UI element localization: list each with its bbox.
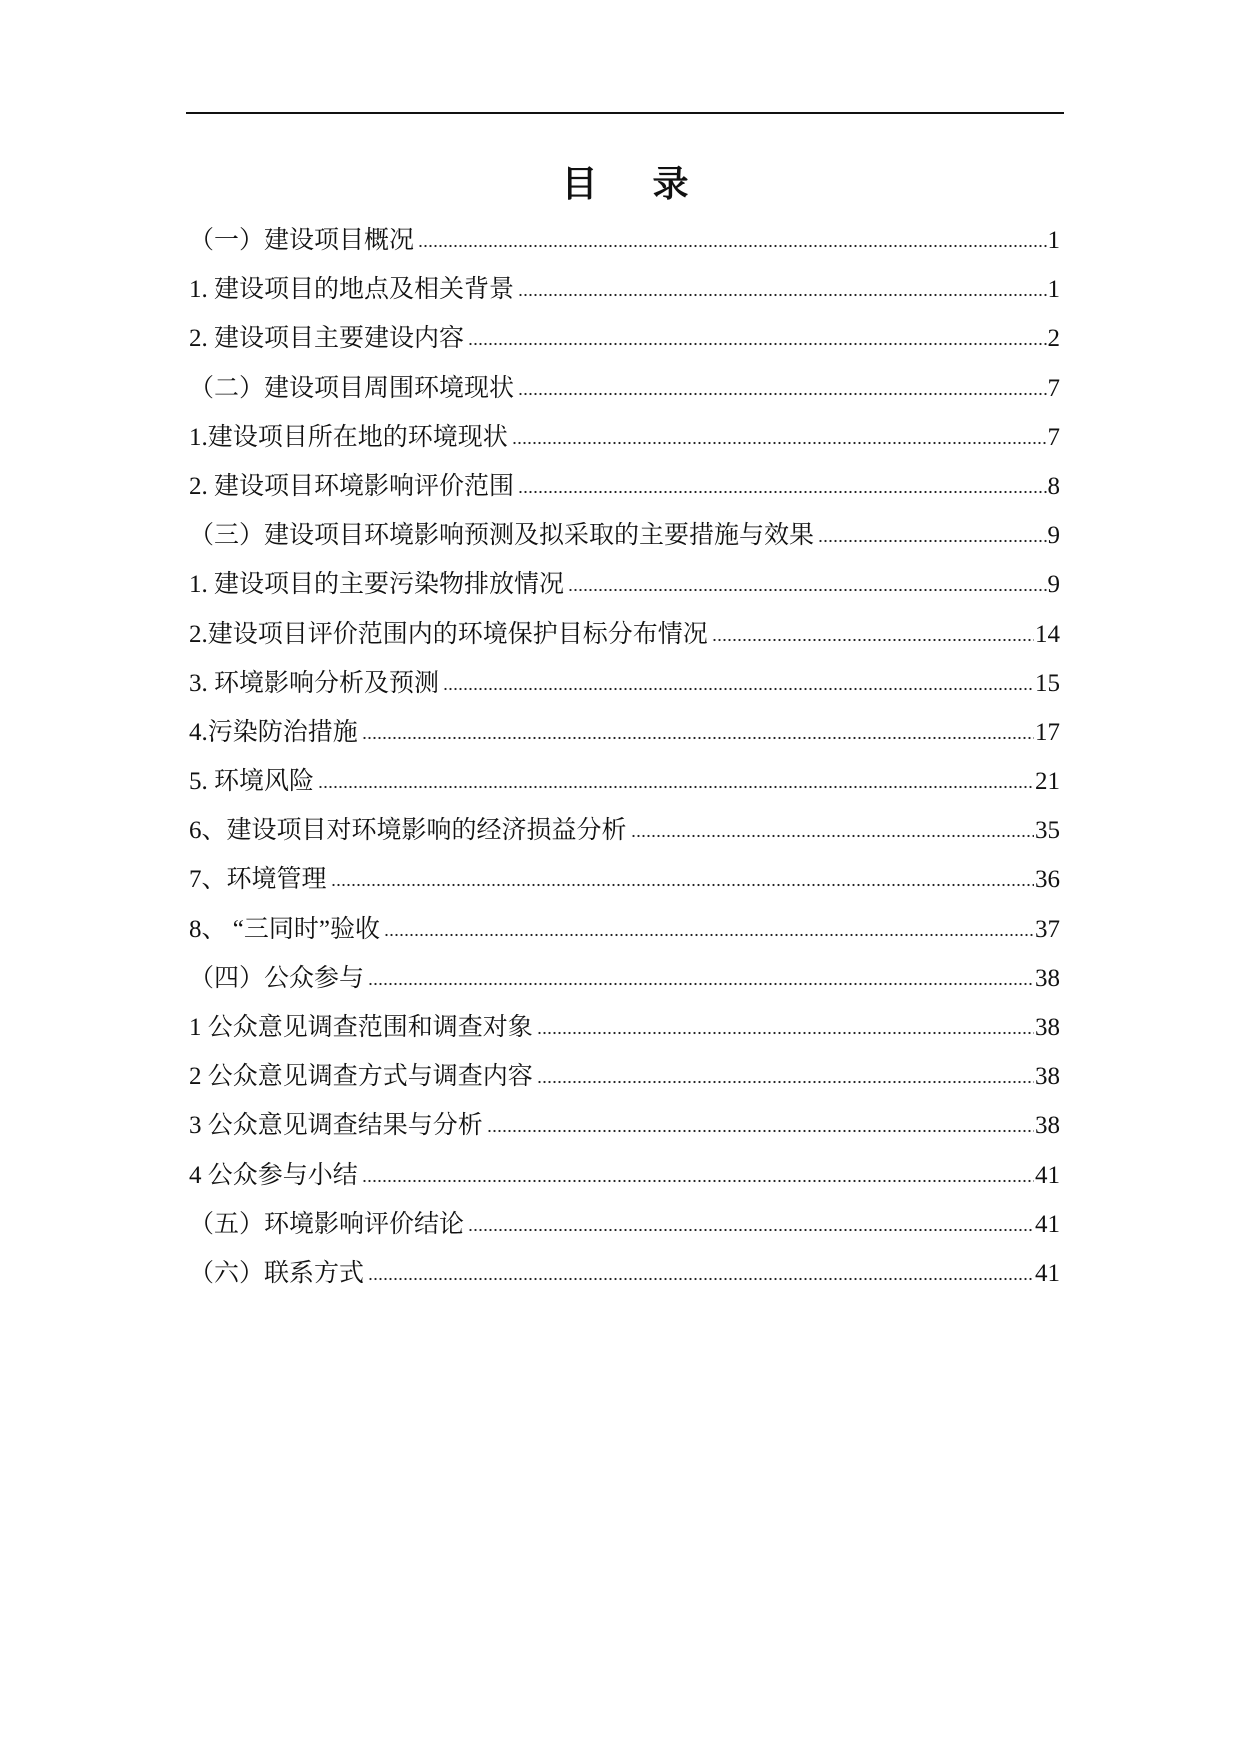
toc-entry-page-number: 7 (1047, 374, 1060, 402)
toc-entry (189, 610, 1060, 659)
toc-entry-label: （六）联系方式 (189, 1259, 365, 1287)
toc-entry (189, 265, 1060, 314)
toc-entry-page-number: 38 (1035, 1112, 1060, 1140)
toc-entry (189, 1200, 1060, 1249)
dot-leader (568, 588, 1046, 592)
toc-entry-label: （四）公众参与 (189, 964, 365, 992)
dot-leader (384, 933, 1034, 937)
dot-leader (712, 638, 1034, 642)
dot-leader (362, 1179, 1034, 1183)
toc-entry-label: 7、环境管理 (189, 866, 327, 894)
toc-entry (189, 364, 1060, 413)
toc-entry-label: 6、建设项目对环境影响的经济损益分析 (189, 817, 627, 845)
dot-leader (518, 490, 1046, 494)
toc-entry (189, 954, 1060, 1003)
dot-leader (443, 687, 1034, 691)
toc-entry-label: 2. 建设项目环境影响评价范围 (189, 472, 515, 500)
toc-entry (189, 757, 1060, 806)
dot-leader (518, 392, 1046, 396)
dot-leader (537, 1031, 1034, 1035)
dot-leader (468, 1228, 1034, 1232)
toc-entry-page-number: 41 (1035, 1161, 1060, 1189)
toc-entry-page-number: 1 (1047, 227, 1060, 254)
dot-leader (368, 1277, 1034, 1281)
toc-entry-label: 5. 环境风险 (189, 768, 315, 796)
toc-entry-page-number: 38 (1035, 964, 1060, 992)
toc-entry-page-number: 17 (1035, 718, 1060, 746)
toc-entry-label: 2.建设项目评价范围内的环境保护目标分布情况 (189, 620, 708, 648)
dot-leader (518, 293, 1046, 297)
toc-entry-label: 1.建设项目所在地的环境现状 (189, 423, 508, 451)
toc-entry-label: 1 公众意见调查范围和调查对象 (189, 1014, 533, 1041)
toc-entry (189, 314, 1060, 363)
toc-entry-label: （一）建设项目概况 (189, 227, 415, 254)
header-rule (186, 112, 1064, 114)
toc-entry-page-number: 41 (1035, 1210, 1060, 1238)
dot-leader (362, 736, 1034, 740)
dot-leader (331, 883, 1034, 887)
toc-entry (189, 1151, 1060, 1200)
toc-entry-page-number: 41 (1035, 1259, 1060, 1287)
toc-entry-label: 2. 建设项目主要建设内容 (189, 325, 465, 353)
toc-entry-page-number: 7 (1047, 423, 1060, 451)
toc-entry-page-number: 15 (1035, 669, 1060, 697)
toc-entry-label: 3. 环境影响分析及预测 (189, 669, 440, 697)
toc-entry (189, 1052, 1060, 1101)
toc-entry (189, 1101, 1060, 1150)
dot-leader (487, 1129, 1034, 1133)
toc-entry-page-number: 9 (1047, 571, 1060, 599)
toc-entry-page-number: 2 (1047, 325, 1060, 353)
toc-entry-label: 8、 “三同时”验收 (189, 915, 380, 943)
toc-entry-page-number: 1 (1047, 276, 1060, 304)
dot-leader (418, 244, 1046, 248)
toc-entry-label: （二）建设项目周围环境现状 (189, 374, 515, 402)
toc-entry (189, 216, 1060, 265)
toc-entry-label: 4.污染防治措施 (189, 718, 358, 746)
toc-entry-page-number: 35 (1035, 817, 1060, 845)
toc-entry-label: 2 公众意见调查方式与调查内容 (189, 1063, 533, 1091)
dot-leader (368, 982, 1034, 986)
table-of-contents (189, 216, 1060, 1298)
toc-entry (189, 413, 1060, 462)
page-title: 目 录 (561, 164, 689, 204)
toc-entry-label: 3 公众意见调查结果与分析 (189, 1112, 483, 1140)
toc-entry-page-number: 14 (1035, 620, 1060, 648)
toc-entry-label: （五）环境影响评价结论 (189, 1210, 465, 1238)
toc-entry-label: 1. 建设项目的地点及相关背景 (189, 276, 515, 304)
toc-entry-page-number: 21 (1035, 768, 1060, 796)
toc-entry-page-number: 36 (1035, 866, 1060, 894)
toc-entry-label: 1. 建设项目的主要污染物排放情况 (189, 571, 565, 599)
toc-entry (189, 560, 1060, 609)
dot-leader (512, 441, 1047, 445)
toc-entry-label: 4 公众参与小结 (189, 1161, 358, 1189)
dot-leader (631, 834, 1034, 838)
toc-entry (189, 511, 1060, 560)
toc-entry (189, 659, 1060, 708)
toc-entry-page-number: 38 (1035, 1063, 1060, 1091)
dot-leader (318, 785, 1034, 789)
toc-entry (189, 855, 1060, 904)
dot-leader (818, 539, 1046, 543)
toc-entry-page-number: 38 (1035, 1014, 1060, 1041)
dot-leader (468, 342, 1046, 346)
toc-entry (189, 806, 1060, 855)
toc-entry (189, 708, 1060, 757)
toc-entry (189, 905, 1060, 954)
toc-entry-page-number: 37 (1035, 915, 1060, 943)
toc-entry-page-number: 9 (1047, 522, 1060, 550)
toc-entry-label: （三）建设项目环境影响预测及拟采取的主要措施与效果 (189, 522, 815, 550)
toc-entry (189, 1249, 1060, 1298)
toc-entry-page-number: 8 (1047, 472, 1060, 500)
dot-leader (537, 1080, 1034, 1084)
toc-entry (189, 462, 1060, 511)
toc-entry (189, 1003, 1060, 1052)
